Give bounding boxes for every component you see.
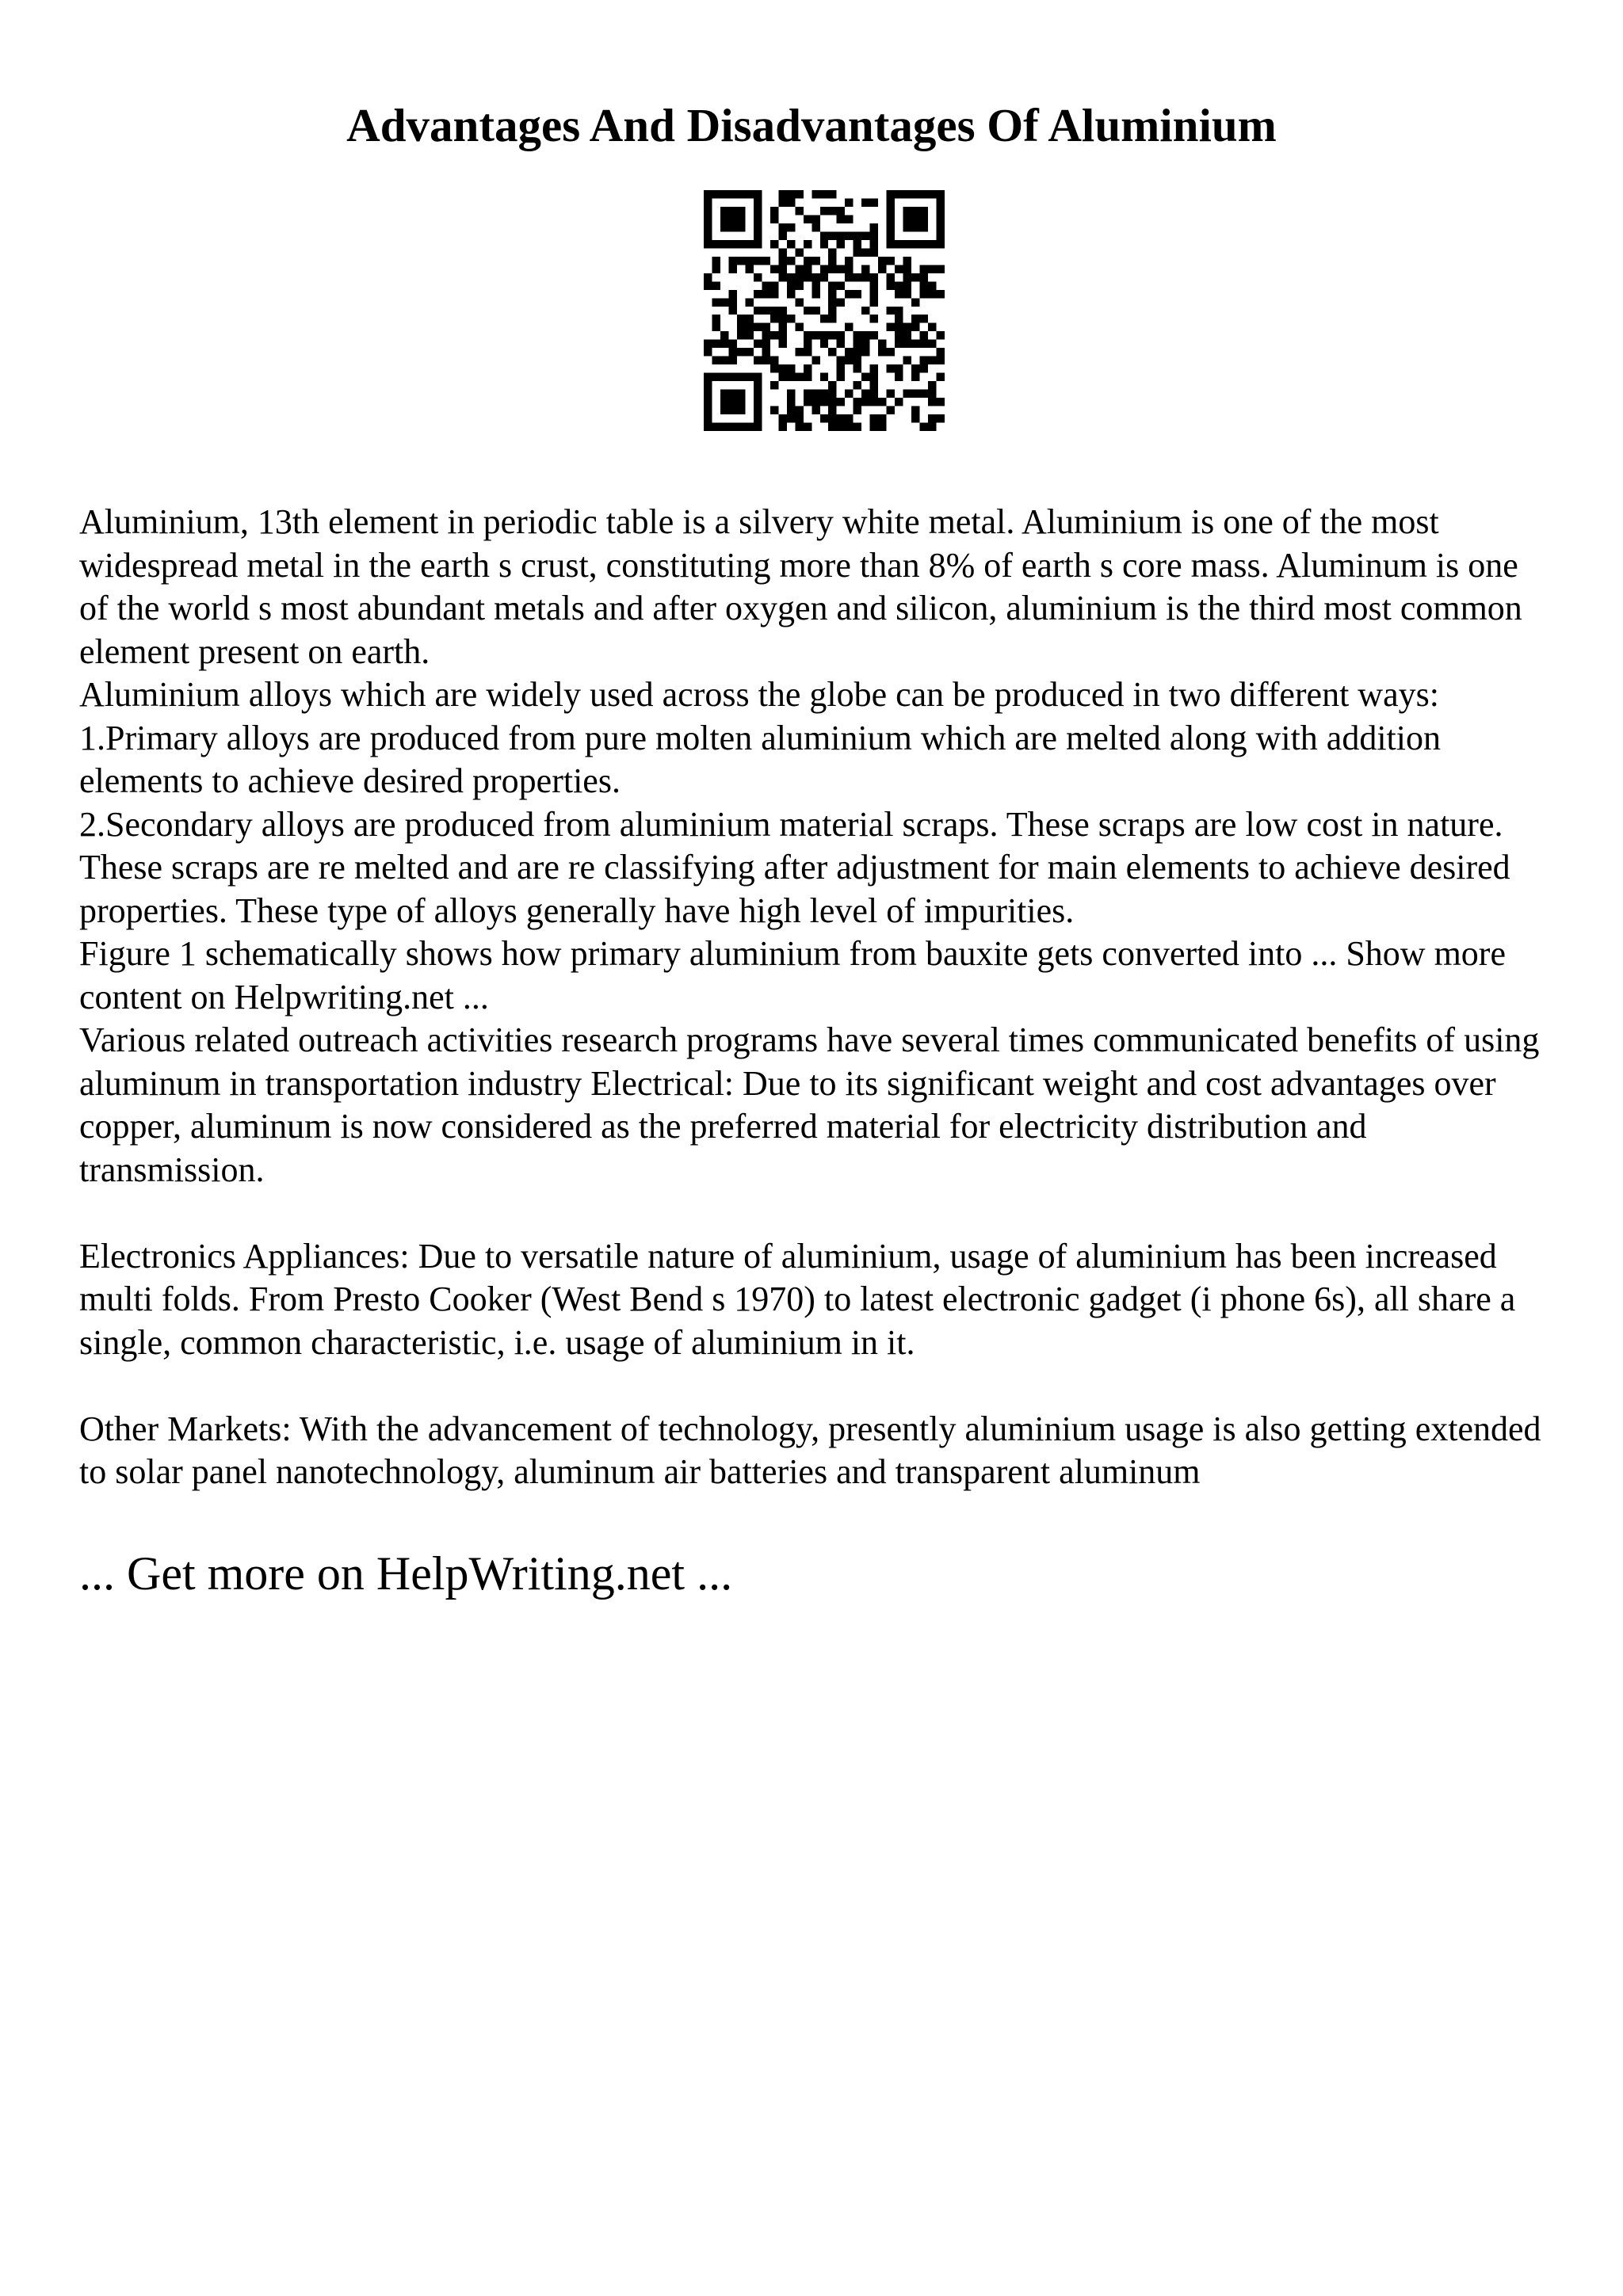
paragraph-alloys: Aluminium alloys which are widely used across the globe can be produced in two different ways: [79, 675, 1439, 714]
paragraph-gap [79, 1364, 1553, 1408]
paragraph-intro: Aluminium, 13th element in periodic table is a silvery white metal. Aluminium is one of the most widespread metal in the earth s crust, constituting more than 8% of earth s core mass. Aluminum is one of the world s most abundant metals and after oxygen and silicon, aluminium is the third most common element present on earth. [79, 502, 1522, 671]
paragraph-secondary-alloys: 2.Secondary alloys are produced from aluminium material scraps. These scraps are low cost in nature. These scraps are re melted and are re classifying after adjustment for main elements to achieve desired properties. These type of alloys generally have high level of impurities. [79, 804, 1510, 930]
get-more-link[interactable]: ... Get more on HelpWriting.net ... [79, 1547, 733, 1600]
paragraph-electronics: Electronics Appliances: Due to versatile nature of aluminium, usage of aluminium has been increased multi folds. From Presto Cooker (West Bend s 1970) to latest electronic gadget (i phone 6s), all share a single, common characteristic, i.e. usage of aluminium in it. [79, 1236, 1516, 1362]
paragraph-figure: Figure 1 schematically shows how primary aluminium from bauxite gets converted into ... Show more content on Helpwriting.net ... [79, 934, 1506, 1016]
paragraph-gap [79, 1192, 1553, 1235]
document-body [79, 501, 1553, 1494]
paragraph-other-markets: Other Markets: With the advancement of technology, presently aluminium usage is also getting extended to solar panel nanotechnology, aluminum air batteries and transparent aluminum [79, 1409, 1541, 1491]
paragraph-primary-alloys: 1.Primary alloys are produced from pure molten aluminium which are melted along with addition elements to achieve desired properties. [79, 718, 1441, 800]
qr-code [704, 190, 945, 431]
document-title: Advantages And Disadvantages Of Aluminium [346, 99, 1277, 151]
paragraph-electrical: Various related outreach activities research programs have several times communicated benefits of using aluminum in transportation industry Electrical: Due to its significant weight and cost advantages over copper, aluminum is now considered as the preferred material for electricity distribution and transmission. [79, 1020, 1540, 1189]
